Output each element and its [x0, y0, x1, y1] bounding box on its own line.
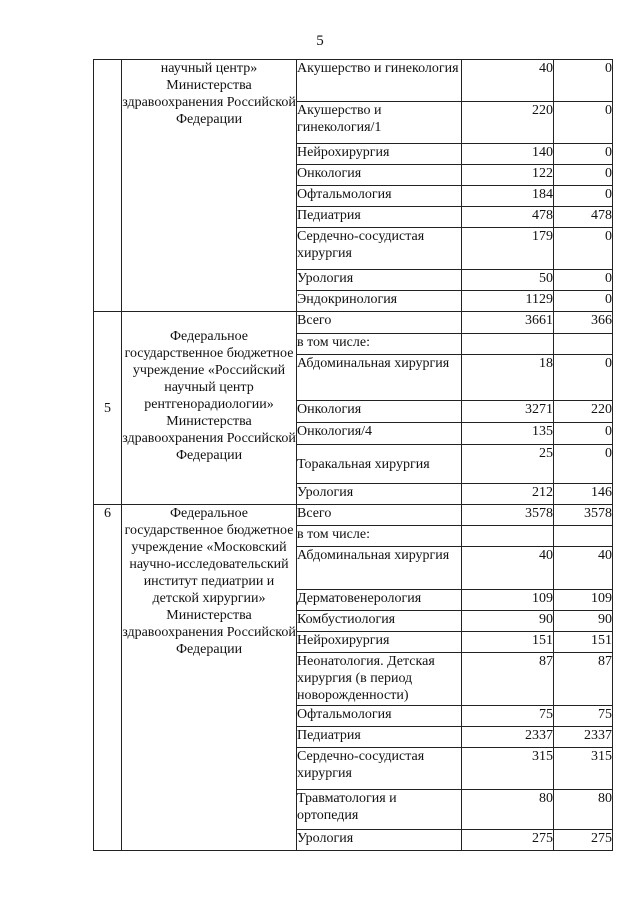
page-number: 5 — [316, 33, 324, 49]
row-number: 5 — [94, 312, 122, 505]
value-cell: 179 — [462, 228, 554, 270]
row-number — [94, 60, 122, 312]
value-cell: 2337 — [554, 727, 613, 748]
value-cell: 0 — [554, 270, 613, 291]
value-cell: 87 — [462, 653, 554, 706]
value-cell: 315 — [554, 748, 613, 790]
specialty-cell: Эндокринология — [297, 291, 462, 312]
specialty-cell: Педиатрия — [297, 207, 462, 228]
value-cell: 2337 — [462, 727, 554, 748]
value-cell: 315 — [462, 748, 554, 790]
specialty-cell: Онкология/4 — [297, 423, 462, 445]
value-cell: 3578 — [462, 505, 554, 526]
value-cell: 90 — [462, 611, 554, 632]
specialty-cell: Дерматовенерология — [297, 590, 462, 611]
value-cell: 0 — [554, 186, 613, 207]
value-cell — [554, 526, 613, 547]
specialty-cell: Сердечно-сосудистая хирургия — [297, 748, 462, 790]
table-row — [94, 505, 613, 526]
value-cell: 75 — [462, 706, 554, 727]
specialty-cell: Всего — [297, 505, 462, 526]
specialty-cell: Акушерство и гинекология — [297, 60, 462, 102]
value-cell: 0 — [554, 228, 613, 270]
specialty-cell: Нейрохирургия — [297, 632, 462, 653]
value-cell: 0 — [554, 144, 613, 165]
value-cell: 87 — [554, 653, 613, 706]
specialty-cell: Урология — [297, 270, 462, 291]
value-cell: 220 — [554, 401, 613, 423]
specialty-cell: Торакальная хирургия — [297, 445, 462, 484]
specialty-cell: Травматология и ортопедия — [297, 790, 462, 830]
value-cell — [462, 526, 554, 547]
value-cell: 151 — [462, 632, 554, 653]
value-cell: 478 — [554, 207, 613, 228]
table-row — [94, 312, 613, 334]
value-cell: 0 — [554, 291, 613, 312]
specialty-cell: Урология — [297, 830, 462, 851]
value-cell: 18 — [462, 355, 554, 401]
specialty-cell: Нейрохирургия — [297, 144, 462, 165]
value-cell: 3271 — [462, 401, 554, 423]
value-cell: 184 — [462, 186, 554, 207]
value-cell: 275 — [554, 830, 613, 851]
table-row — [94, 60, 613, 102]
specialty-cell: Онкология — [297, 401, 462, 423]
specialty-cell: Офтальмология — [297, 706, 462, 727]
specialty-cell: Абдоминальная хирургия — [297, 547, 462, 590]
value-cell: 0 — [554, 355, 613, 401]
specialty-cell: Всего — [297, 312, 462, 334]
value-cell: 3661 — [462, 312, 554, 334]
value-cell: 109 — [554, 590, 613, 611]
value-cell: 220 — [462, 102, 554, 144]
value-cell: 50 — [462, 270, 554, 291]
value-cell: 1129 — [462, 291, 554, 312]
specialty-cell: Акушерство и гинекология/1 — [297, 102, 462, 144]
specialty-cell: в том числе: — [297, 526, 462, 547]
value-cell: 478 — [462, 207, 554, 228]
value-cell: 80 — [554, 790, 613, 830]
allocation-table — [93, 59, 613, 851]
specialty-cell: Офтальмология — [297, 186, 462, 207]
value-cell — [462, 334, 554, 355]
value-cell: 3578 — [554, 505, 613, 526]
specialty-cell: Урология — [297, 484, 462, 505]
institution-name: научный центр» Министерства здравоохранения Российской Федерации — [122, 60, 297, 312]
value-cell — [554, 334, 613, 355]
value-cell: 0 — [554, 60, 613, 102]
specialty-cell: Педиатрия — [297, 727, 462, 748]
specialty-cell: Онкология — [297, 165, 462, 186]
institution-name: Федеральное государственное бюджетное учреждение «Российский научный центр рентгенорадиологии» Министерства здравоохранения Российской Федерации — [122, 312, 297, 505]
value-cell: 151 — [554, 632, 613, 653]
institution-name: Федеральное государственное бюджетное учреждение «Московский научно-исследовательский институт педиатрии и детской хирургии» Министерства здравоохранения Российской Федерации — [122, 505, 297, 851]
value-cell: 212 — [462, 484, 554, 505]
value-cell: 0 — [554, 423, 613, 445]
value-cell: 366 — [554, 312, 613, 334]
value-cell: 275 — [462, 830, 554, 851]
value-cell: 0 — [554, 445, 613, 484]
specialty-cell: Сердечно-сосудистая хирургия — [297, 228, 462, 270]
value-cell: 40 — [554, 547, 613, 590]
value-cell: 90 — [554, 611, 613, 632]
value-cell: 135 — [462, 423, 554, 445]
value-cell: 122 — [462, 165, 554, 186]
specialty-cell: Неонатология. Детская хирургия (в период новорожденности) — [297, 653, 462, 706]
value-cell: 109 — [462, 590, 554, 611]
value-cell: 40 — [462, 60, 554, 102]
value-cell: 75 — [554, 706, 613, 727]
value-cell: 140 — [462, 144, 554, 165]
value-cell: 146 — [554, 484, 613, 505]
value-cell: 40 — [462, 547, 554, 590]
specialty-cell: Абдоминальная хирургия — [297, 355, 462, 401]
value-cell: 25 — [462, 445, 554, 484]
specialty-cell: в том числе: — [297, 334, 462, 355]
row-number: 6 — [94, 505, 122, 851]
value-cell: 80 — [462, 790, 554, 830]
specialty-cell: Комбустиология — [297, 611, 462, 632]
value-cell: 0 — [554, 102, 613, 144]
value-cell: 0 — [554, 165, 613, 186]
